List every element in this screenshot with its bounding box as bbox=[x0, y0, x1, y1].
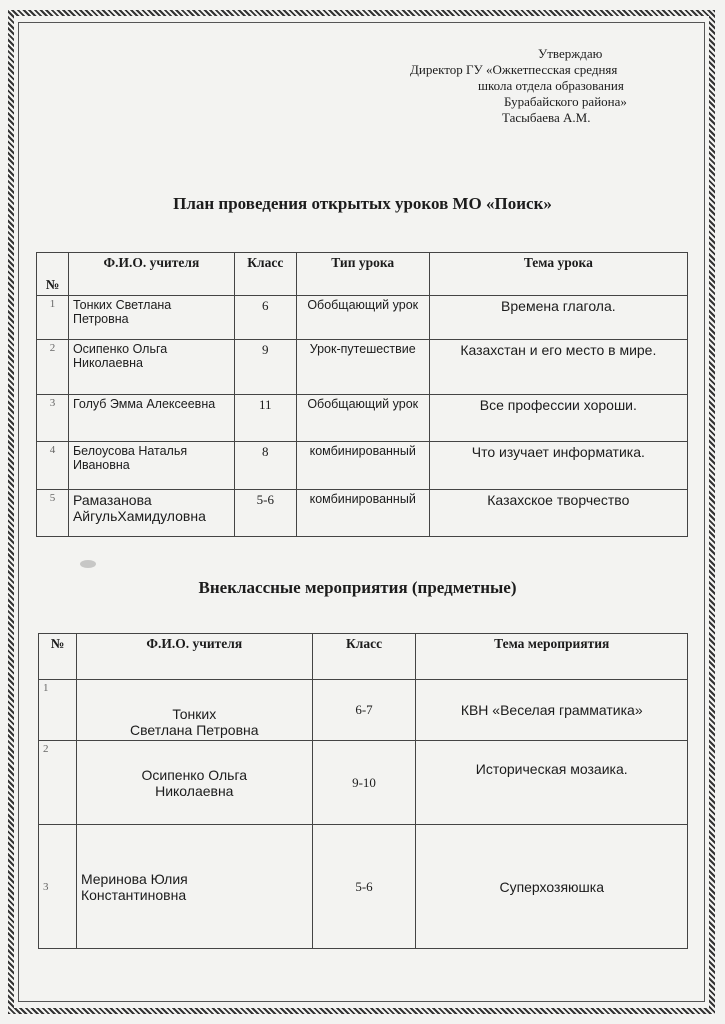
lessons-table bbox=[36, 252, 688, 537]
teacher-name-line: Голуб Эмма Алексеевна bbox=[72, 397, 216, 411]
row-number: 1 bbox=[39, 680, 77, 741]
teacher-name-line: Белоусова Наталья bbox=[72, 444, 188, 458]
teacher-cell bbox=[68, 490, 234, 537]
row-number: 5 bbox=[37, 490, 69, 537]
approval-line: школа отдела образования bbox=[478, 78, 624, 93]
row-number: 2 bbox=[39, 741, 77, 825]
table-row bbox=[39, 825, 688, 949]
col-header-grade: Класс bbox=[312, 634, 416, 680]
row-number: 4 bbox=[37, 442, 69, 490]
lesson-type-cell: Обобщающий урок bbox=[296, 395, 429, 442]
grade-cell: 6 bbox=[234, 296, 296, 340]
teacher-cell bbox=[68, 442, 234, 490]
teacher-name-line: Светлана Петровна bbox=[130, 722, 259, 738]
teacher-name-line: Петровна bbox=[72, 312, 129, 326]
table-row bbox=[39, 680, 688, 741]
teacher-cell bbox=[68, 395, 234, 442]
grade-cell: 8 bbox=[234, 442, 296, 490]
table-row bbox=[39, 741, 688, 825]
table-row bbox=[37, 395, 688, 442]
approval-line: Директор ГУ «Ожкетпесская средняя bbox=[410, 62, 618, 77]
lesson-topic-cell: Все профессии хороши. bbox=[429, 395, 687, 442]
grade-cell: 9 bbox=[234, 340, 296, 395]
row-number: 3 bbox=[37, 395, 69, 442]
col-header-topic: Тема урока bbox=[429, 253, 687, 296]
teacher-name-line: Николаевна bbox=[72, 356, 143, 370]
grade-cell: 5-6 bbox=[234, 490, 296, 537]
event-topic-cell: Историческая мозаика. bbox=[416, 741, 688, 825]
approval-line: Тасыбаева А.М. bbox=[502, 110, 591, 125]
paper-smudge bbox=[80, 560, 96, 568]
grade-cell: 11 bbox=[234, 395, 296, 442]
col-header-teacher: Ф.И.О. учителя bbox=[76, 634, 312, 680]
event-topic-cell: КВН «Веселая грамматика» bbox=[416, 680, 688, 741]
grade-cell: 6-7 bbox=[312, 680, 416, 741]
teacher-name-line: Осипенко Ольга bbox=[72, 342, 168, 356]
grade-cell: 9-10 bbox=[312, 741, 416, 825]
teacher-name-line: Константиновна bbox=[80, 886, 187, 903]
table-row bbox=[37, 340, 688, 395]
lessons-title: План проведения открытых уроков МО «Поиск» bbox=[173, 194, 552, 213]
event-topic-cell: Суперхозяюшка bbox=[416, 825, 688, 949]
teacher-name-line: Ивановна bbox=[72, 458, 130, 472]
events-title: Внеклассные мероприятия (предметные) bbox=[198, 578, 517, 597]
row-number: 1 bbox=[37, 296, 69, 340]
table-row bbox=[37, 296, 688, 340]
events-table bbox=[38, 633, 688, 949]
teacher-name-line: Николаевна bbox=[155, 782, 234, 799]
lesson-topic-cell: Времена глагола. bbox=[429, 296, 687, 340]
col-header-grade: Класс bbox=[234, 253, 296, 296]
col-header-teacher: Ф.И.О. учителя bbox=[68, 253, 234, 296]
lesson-topic-cell: Казахстан и его место в мире. bbox=[429, 340, 687, 395]
lesson-topic-cell: Казахское творчество bbox=[429, 490, 687, 537]
teacher-cell bbox=[68, 340, 234, 395]
teacher-cell bbox=[76, 741, 312, 825]
lesson-type-cell: комбинированный bbox=[296, 490, 429, 537]
col-header-number: № bbox=[39, 634, 77, 680]
col-header-type: Тип урока bbox=[296, 253, 429, 296]
lesson-topic-cell: Что изучает информатика. bbox=[429, 442, 687, 490]
teacher-name-line: Меринова Юлия bbox=[80, 870, 188, 887]
table-row bbox=[37, 442, 688, 490]
teacher-cell bbox=[76, 825, 312, 949]
teacher-cell bbox=[76, 680, 312, 741]
approval-line: Бурабайского района» bbox=[504, 94, 627, 109]
teacher-name-line: Осипенко Ольга bbox=[141, 766, 248, 783]
lesson-type-cell: Урок-путешествие bbox=[296, 340, 429, 395]
approval-stamp bbox=[410, 46, 670, 126]
row-number: 3 bbox=[39, 825, 77, 949]
teacher-name-line: АйгульХамидуловна bbox=[72, 508, 206, 524]
lesson-type-cell: комбинированный bbox=[296, 442, 429, 490]
grade-cell: 5-6 bbox=[312, 825, 416, 949]
teacher-name-line: Тонких Светлана bbox=[72, 298, 172, 312]
teacher-name-line: Тонких bbox=[172, 706, 217, 722]
row-number: 2 bbox=[37, 340, 69, 395]
table-header-row bbox=[39, 634, 688, 680]
col-header-number: № bbox=[37, 253, 69, 296]
col-header-topic: Тема мероприятия bbox=[416, 634, 688, 680]
approval-line: Утверждаю bbox=[538, 46, 603, 61]
lesson-type-cell: Обобщающий урок bbox=[296, 296, 429, 340]
teacher-name-line: Рамазанова bbox=[72, 492, 152, 508]
teacher-cell bbox=[68, 296, 234, 340]
table-row bbox=[37, 490, 688, 537]
table-header-row bbox=[37, 253, 688, 296]
